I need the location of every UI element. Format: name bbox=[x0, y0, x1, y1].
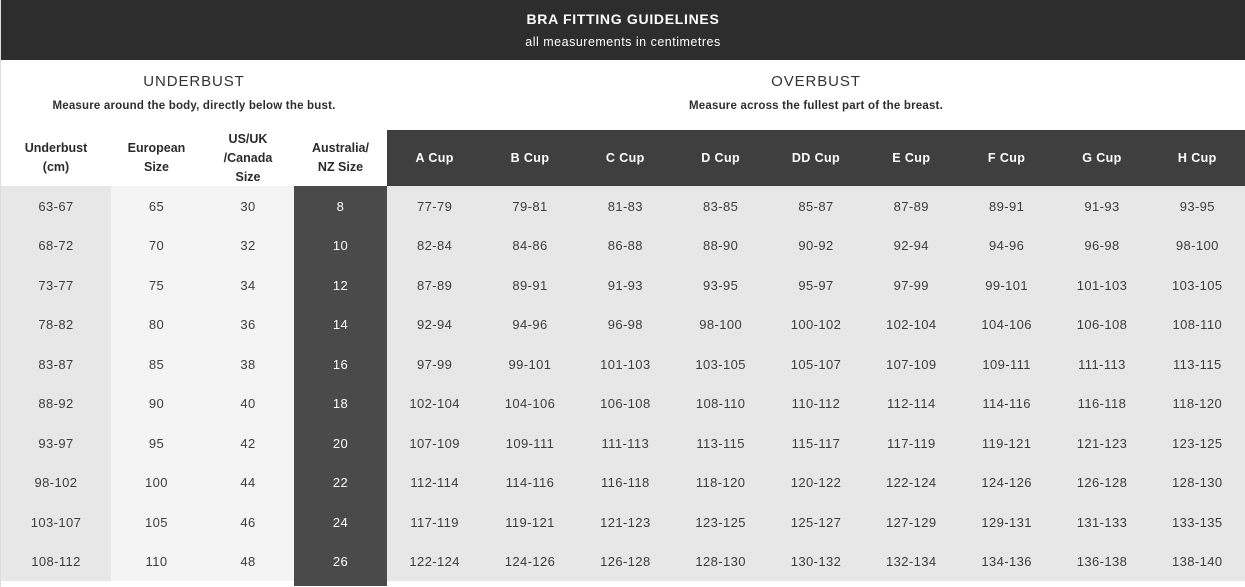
column-header-a-cup: A Cup bbox=[387, 130, 482, 186]
column-header-australia-nz-size: Australia/ NZ Size bbox=[294, 130, 387, 186]
cell-e-cup: 92-94 bbox=[864, 226, 959, 266]
size-row bbox=[1, 384, 1245, 424]
cell-australia-nz-size: 12 bbox=[294, 265, 387, 305]
cell-us-uk-canada-size: 30 bbox=[202, 186, 294, 226]
cell-c-cup: 91-93 bbox=[578, 265, 673, 305]
column-header-d-cup: D Cup bbox=[673, 130, 768, 186]
cell-d-cup: 98-100 bbox=[673, 305, 768, 345]
banner-title: BRA FITTING GUIDELINES bbox=[526, 11, 720, 27]
cell-b-cup: 89-91 bbox=[482, 265, 577, 305]
cell-f-cup: 94-96 bbox=[959, 226, 1054, 266]
size-row bbox=[1, 502, 1245, 542]
cell-european-size: 105 bbox=[111, 502, 202, 542]
column-header-dd-cup: DD Cup bbox=[768, 130, 863, 186]
cell-c-cup: 106-108 bbox=[578, 384, 673, 424]
column-header-h-cup: H Cup bbox=[1150, 130, 1245, 186]
cell-underbust-cm: 93-97 bbox=[1, 423, 111, 463]
cell-h-cup: 108-110 bbox=[1150, 305, 1245, 345]
cell-d-cup: 93-95 bbox=[673, 265, 768, 305]
cell-dd-cup: 105-107 bbox=[768, 344, 863, 384]
cell-australia-nz-size: 8 bbox=[294, 186, 387, 226]
cell-european-size: 70 bbox=[111, 226, 202, 266]
cell-australia-nz-size: 20 bbox=[294, 423, 387, 463]
cell-european-size: 90 bbox=[111, 384, 202, 424]
cell-c-cup: 81-83 bbox=[578, 186, 673, 226]
cell-underbust-cm: 68-72 bbox=[1, 226, 111, 266]
cell-d-cup: 103-105 bbox=[673, 344, 768, 384]
cell-d-cup: 83-85 bbox=[673, 186, 768, 226]
underbust-section bbox=[1, 60, 387, 130]
cell-e-cup: 127-129 bbox=[864, 502, 959, 542]
size-row bbox=[1, 226, 1245, 266]
cell-european-size: 85 bbox=[111, 344, 202, 384]
cell-h-cup: 93-95 bbox=[1150, 186, 1245, 226]
cell-a-cup: 97-99 bbox=[387, 344, 482, 384]
cell-b-cup: 109-111 bbox=[482, 423, 577, 463]
cell-f-cup: 99-101 bbox=[959, 265, 1054, 305]
cell-c-cup: 116-118 bbox=[578, 463, 673, 503]
size-row bbox=[1, 344, 1245, 384]
cell-b-cup: 114-116 bbox=[482, 463, 577, 503]
cell-us-uk-canada-size: 34 bbox=[202, 265, 294, 305]
cell-b-cup: 94-96 bbox=[482, 305, 577, 345]
column-header-us-uk-canada-size: US/UK /Canada Size bbox=[202, 130, 294, 186]
spacer-cell bbox=[1, 581, 111, 586]
measurement-instructions bbox=[1, 60, 1245, 130]
cell-dd-cup: 120-122 bbox=[768, 463, 863, 503]
cell-a-cup: 112-114 bbox=[387, 463, 482, 503]
cell-dd-cup: 90-92 bbox=[768, 226, 863, 266]
cell-a-cup: 102-104 bbox=[387, 384, 482, 424]
table-header-row bbox=[1, 130, 1245, 186]
cell-h-cup: 98-100 bbox=[1150, 226, 1245, 266]
cell-f-cup: 89-91 bbox=[959, 186, 1054, 226]
table-bottom-spacer bbox=[1, 581, 1245, 586]
header-banner bbox=[1, 0, 1245, 60]
cell-dd-cup: 100-102 bbox=[768, 305, 863, 345]
cell-us-uk-canada-size: 42 bbox=[202, 423, 294, 463]
cell-european-size: 100 bbox=[111, 463, 202, 503]
cell-us-uk-canada-size: 46 bbox=[202, 502, 294, 542]
cell-f-cup: 109-111 bbox=[959, 344, 1054, 384]
cell-a-cup: 82-84 bbox=[387, 226, 482, 266]
cell-g-cup: 91-93 bbox=[1054, 186, 1149, 226]
cell-h-cup: 113-115 bbox=[1150, 344, 1245, 384]
cell-a-cup: 107-109 bbox=[387, 423, 482, 463]
spacer-cell bbox=[673, 581, 768, 586]
cell-e-cup: 97-99 bbox=[864, 265, 959, 305]
cell-european-size: 110 bbox=[111, 542, 202, 582]
column-header-g-cup: G Cup bbox=[1054, 130, 1149, 186]
cell-australia-nz-size: 18 bbox=[294, 384, 387, 424]
column-header-b-cup: B Cup bbox=[482, 130, 577, 186]
spacer-cell bbox=[482, 581, 577, 586]
cell-us-uk-canada-size: 40 bbox=[202, 384, 294, 424]
cell-g-cup: 131-133 bbox=[1054, 502, 1149, 542]
cell-e-cup: 87-89 bbox=[864, 186, 959, 226]
cell-c-cup: 101-103 bbox=[578, 344, 673, 384]
cell-european-size: 65 bbox=[111, 186, 202, 226]
cell-underbust-cm: 83-87 bbox=[1, 344, 111, 384]
cell-dd-cup: 125-127 bbox=[768, 502, 863, 542]
cell-c-cup: 96-98 bbox=[578, 305, 673, 345]
cell-d-cup: 123-125 bbox=[673, 502, 768, 542]
cell-f-cup: 119-121 bbox=[959, 423, 1054, 463]
spacer-cell bbox=[387, 581, 482, 586]
cell-g-cup: 136-138 bbox=[1054, 542, 1149, 582]
cell-g-cup: 101-103 bbox=[1054, 265, 1149, 305]
cell-f-cup: 134-136 bbox=[959, 542, 1054, 582]
cell-d-cup: 113-115 bbox=[673, 423, 768, 463]
spacer-cell bbox=[1150, 581, 1245, 586]
column-header-f-cup: F Cup bbox=[959, 130, 1054, 186]
cell-d-cup: 118-120 bbox=[673, 463, 768, 503]
cell-dd-cup: 130-132 bbox=[768, 542, 863, 582]
cell-d-cup: 128-130 bbox=[673, 542, 768, 582]
cell-f-cup: 129-131 bbox=[959, 502, 1054, 542]
cell-f-cup: 124-126 bbox=[959, 463, 1054, 503]
spacer-cell bbox=[202, 581, 294, 586]
cell-us-uk-canada-size: 48 bbox=[202, 542, 294, 582]
cell-us-uk-canada-size: 36 bbox=[202, 305, 294, 345]
cell-h-cup: 103-105 bbox=[1150, 265, 1245, 305]
spacer-cell bbox=[768, 581, 863, 586]
cell-b-cup: 84-86 bbox=[482, 226, 577, 266]
column-header-c-cup: C Cup bbox=[578, 130, 673, 186]
spacer-cell bbox=[1054, 581, 1149, 586]
size-row bbox=[1, 463, 1245, 503]
cell-us-uk-canada-size: 38 bbox=[202, 344, 294, 384]
cell-e-cup: 102-104 bbox=[864, 305, 959, 345]
column-header-e-cup: E Cup bbox=[864, 130, 959, 186]
banner-subtitle: all measurements in centimetres bbox=[525, 35, 721, 49]
cell-g-cup: 111-113 bbox=[1054, 344, 1149, 384]
size-chart-table bbox=[1, 130, 1245, 586]
overbust-heading: OVERBUST bbox=[771, 73, 861, 90]
cell-b-cup: 79-81 bbox=[482, 186, 577, 226]
cell-australia-nz-size: 16 bbox=[294, 344, 387, 384]
cell-h-cup: 118-120 bbox=[1150, 384, 1245, 424]
spacer-cell bbox=[959, 581, 1054, 586]
cell-f-cup: 104-106 bbox=[959, 305, 1054, 345]
cell-f-cup: 114-116 bbox=[959, 384, 1054, 424]
cell-h-cup: 128-130 bbox=[1150, 463, 1245, 503]
cell-underbust-cm: 103-107 bbox=[1, 502, 111, 542]
cell-b-cup: 104-106 bbox=[482, 384, 577, 424]
cell-a-cup: 77-79 bbox=[387, 186, 482, 226]
cell-b-cup: 124-126 bbox=[482, 542, 577, 582]
cell-european-size: 95 bbox=[111, 423, 202, 463]
cell-european-size: 80 bbox=[111, 305, 202, 345]
cell-h-cup: 138-140 bbox=[1150, 542, 1245, 582]
cell-h-cup: 123-125 bbox=[1150, 423, 1245, 463]
cell-european-size: 75 bbox=[111, 265, 202, 305]
cell-underbust-cm: 88-92 bbox=[1, 384, 111, 424]
underbust-heading: UNDERBUST bbox=[143, 73, 245, 90]
cell-c-cup: 86-88 bbox=[578, 226, 673, 266]
cell-underbust-cm: 63-67 bbox=[1, 186, 111, 226]
cell-g-cup: 116-118 bbox=[1054, 384, 1149, 424]
cell-g-cup: 106-108 bbox=[1054, 305, 1149, 345]
cell-australia-nz-size: 24 bbox=[294, 502, 387, 542]
size-row bbox=[1, 305, 1245, 345]
cell-h-cup: 133-135 bbox=[1150, 502, 1245, 542]
cell-g-cup: 96-98 bbox=[1054, 226, 1149, 266]
cell-underbust-cm: 98-102 bbox=[1, 463, 111, 503]
cell-a-cup: 92-94 bbox=[387, 305, 482, 345]
cell-e-cup: 117-119 bbox=[864, 423, 959, 463]
cell-a-cup: 87-89 bbox=[387, 265, 482, 305]
cell-e-cup: 122-124 bbox=[864, 463, 959, 503]
cell-d-cup: 88-90 bbox=[673, 226, 768, 266]
overbust-description: Measure across the fullest part of the breast. bbox=[689, 100, 943, 112]
size-row bbox=[1, 423, 1245, 463]
cell-dd-cup: 95-97 bbox=[768, 265, 863, 305]
column-header-underbust-cm: Underbust (cm) bbox=[1, 130, 111, 186]
cell-dd-cup: 115-117 bbox=[768, 423, 863, 463]
cell-underbust-cm: 73-77 bbox=[1, 265, 111, 305]
cell-g-cup: 126-128 bbox=[1054, 463, 1149, 503]
cell-e-cup: 132-134 bbox=[864, 542, 959, 582]
cell-australia-nz-size: 14 bbox=[294, 305, 387, 345]
cell-b-cup: 99-101 bbox=[482, 344, 577, 384]
cell-c-cup: 121-123 bbox=[578, 502, 673, 542]
cell-b-cup: 119-121 bbox=[482, 502, 577, 542]
overbust-section bbox=[387, 60, 1245, 130]
spacer-cell bbox=[111, 581, 202, 586]
spacer-cell bbox=[294, 581, 387, 586]
cell-us-uk-canada-size: 44 bbox=[202, 463, 294, 503]
cell-g-cup: 121-123 bbox=[1054, 423, 1149, 463]
cell-e-cup: 107-109 bbox=[864, 344, 959, 384]
cell-c-cup: 111-113 bbox=[578, 423, 673, 463]
size-row bbox=[1, 186, 1245, 226]
cell-us-uk-canada-size: 32 bbox=[202, 226, 294, 266]
cell-a-cup: 122-124 bbox=[387, 542, 482, 582]
cell-australia-nz-size: 26 bbox=[294, 542, 387, 582]
size-row bbox=[1, 542, 1245, 582]
cell-australia-nz-size: 10 bbox=[294, 226, 387, 266]
size-table-body bbox=[1, 186, 1245, 586]
cell-underbust-cm: 108-112 bbox=[1, 542, 111, 582]
cell-dd-cup: 110-112 bbox=[768, 384, 863, 424]
cell-c-cup: 126-128 bbox=[578, 542, 673, 582]
cell-underbust-cm: 78-82 bbox=[1, 305, 111, 345]
size-row bbox=[1, 265, 1245, 305]
underbust-description: Measure around the body, directly below the bust. bbox=[52, 100, 336, 112]
cell-e-cup: 112-114 bbox=[864, 384, 959, 424]
column-header-european-size: European Size bbox=[111, 130, 202, 186]
cell-dd-cup: 85-87 bbox=[768, 186, 863, 226]
cell-a-cup: 117-119 bbox=[387, 502, 482, 542]
spacer-cell bbox=[578, 581, 673, 586]
cell-d-cup: 108-110 bbox=[673, 384, 768, 424]
spacer-cell bbox=[864, 581, 959, 586]
cell-australia-nz-size: 22 bbox=[294, 463, 387, 503]
